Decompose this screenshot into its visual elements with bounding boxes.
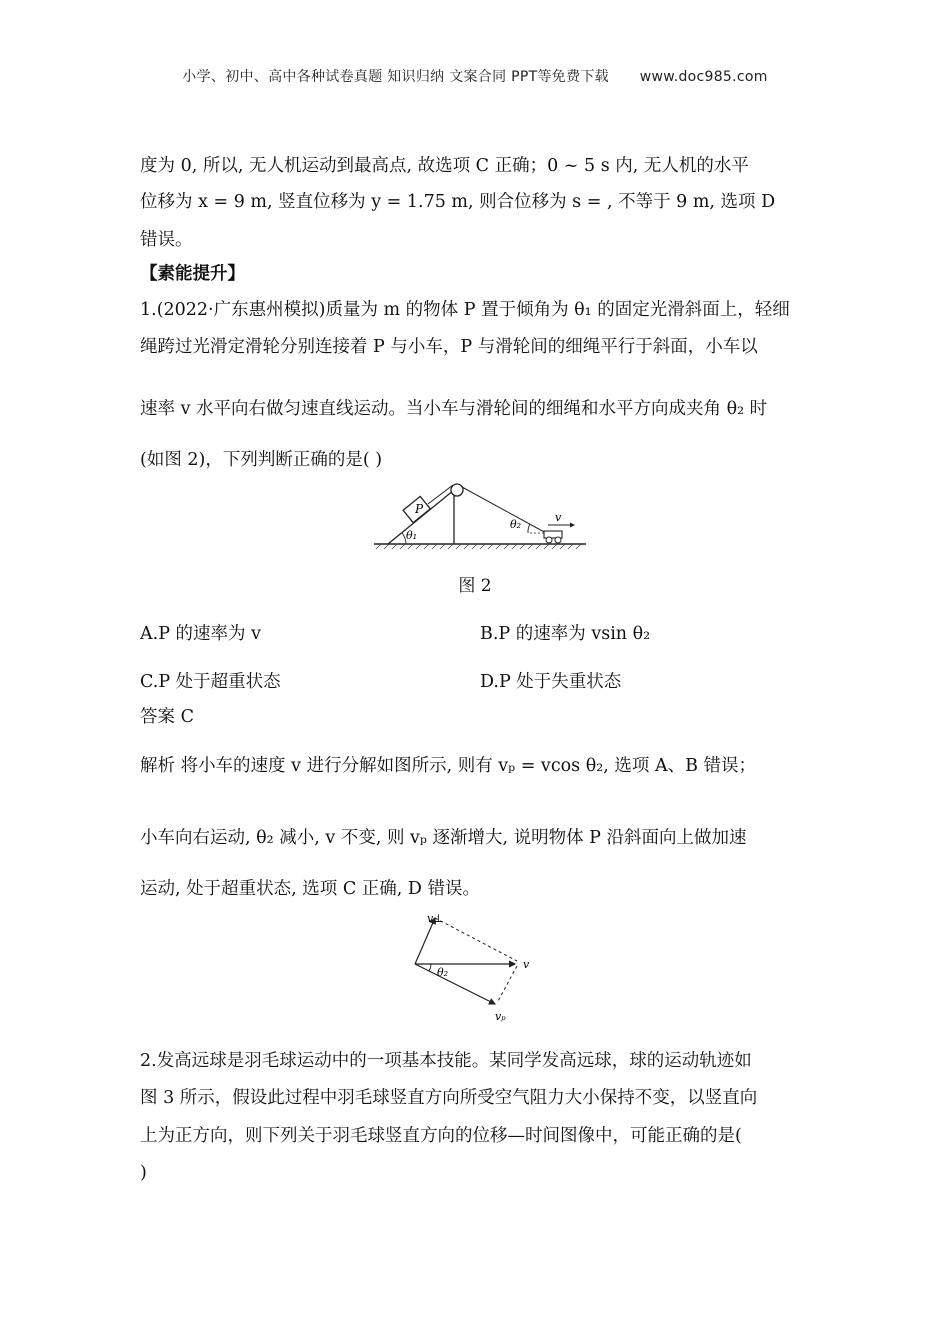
- question-1-line-2: 绳跨过光滑定滑轮分别连接着 P 与小车，P 与滑轮间的细绳平行于斜面，小车以: [140, 337, 758, 357]
- option-a: A.P 的速率为 v: [140, 624, 261, 644]
- question-2-line-4: ): [140, 1163, 147, 1183]
- pulley: [451, 484, 463, 496]
- vp-label: vₚ: [495, 1010, 506, 1023]
- theta2-label: θ₂: [437, 966, 449, 979]
- figure-2-diagram: [370, 478, 590, 550]
- text-line-1: 度为 0, 所以, 无人机运动到最高点, 故选项 C 正确；0 ~ 5 s 内, 无人机的水平: [140, 156, 749, 176]
- question-2-line-1: 2.发高远球是羽毛球运动中的一项基本技能。某同学发高远球，球的运动轨迹如: [140, 1051, 752, 1071]
- rope-cart: [462, 487, 546, 533]
- block-p-label: P: [415, 502, 424, 516]
- theta2-arc: [429, 964, 431, 971]
- velocity-arrowhead: [570, 523, 575, 528]
- analysis-line-3: 运动, 处于超重状态, 选项 C 正确, D 错误。: [140, 879, 480, 899]
- cart-wheel-right: [555, 537, 561, 543]
- v-perpendicular-label: v⊥: [427, 912, 444, 925]
- question-1-line-1: 1.(2022·广东惠州模拟)质量为 m 的物体 P 置于倾角为 θ₁ 的固定光滑斜面上，轻细: [140, 300, 790, 320]
- dashed-side-right: [497, 966, 517, 1003]
- option-c: C.P 处于超重状态: [140, 672, 281, 692]
- dashed-side-top: [435, 918, 517, 961]
- header-text: 小学、初中、高中各种试卷真题 知识归纳 文案合同 PPT等免费下载: [182, 69, 609, 85]
- option-b: B.P 的速率为 vsin θ₂: [480, 624, 651, 644]
- option-d: D.P 处于失重状态: [480, 672, 622, 692]
- text-line-3: 错误。: [140, 230, 193, 250]
- question-2-line-3: 上为正方向，则下列关于羽毛球竖直方向的位移—时间图像中，可能正确的是(: [140, 1126, 742, 1146]
- header-site[interactable]: www.doc985.com: [639, 69, 768, 85]
- analysis-line-1: 解析 将小车的速度 v 进行分解如图所示, 则有 vₚ = vcos θ₂, 选项 A、B 错误；: [140, 756, 757, 776]
- question-1-line-4: (如图 2)，下列判断正确的是( ): [140, 450, 383, 470]
- velocity-label: v: [555, 511, 562, 524]
- vector-decomposition-diagram: [405, 906, 545, 1026]
- figure-2-caption: 图 2: [458, 576, 492, 596]
- question-2-line-2: 图 3 所示，假设此过程中羽毛球竖直方向所受空气阻力大小保持不变，以竖直向: [140, 1088, 758, 1108]
- text-line-2: 位移为 x = 9 m, 竖直位移为 y = 1.75 m, 则合位移为 s = , 不等于 9 m, 选项 D: [140, 192, 776, 212]
- v-label: v: [523, 958, 530, 971]
- angle-1-label: θ₁: [406, 529, 418, 542]
- answer-line: 答案 C: [140, 707, 194, 727]
- vector-vp: [415, 964, 495, 1004]
- question-1-line-3: 速率 v 水平向右做匀速直线运动。当小车与滑轮间的细绳和水平方向成夹角 θ₂ 时: [140, 399, 768, 419]
- page-header: [0, 66, 950, 86]
- angle-2-label: θ₂: [510, 518, 522, 531]
- cart-wheel-left: [546, 537, 552, 543]
- angle-2-arc: [528, 524, 530, 533]
- analysis-line-2: 小车向右运动, θ₂ 减小, v 不变, 则 vₚ 逐渐增大, 说明物体 P 沿斜面向上做加速: [140, 828, 747, 848]
- section-heading: 【素能提升】: [140, 264, 245, 284]
